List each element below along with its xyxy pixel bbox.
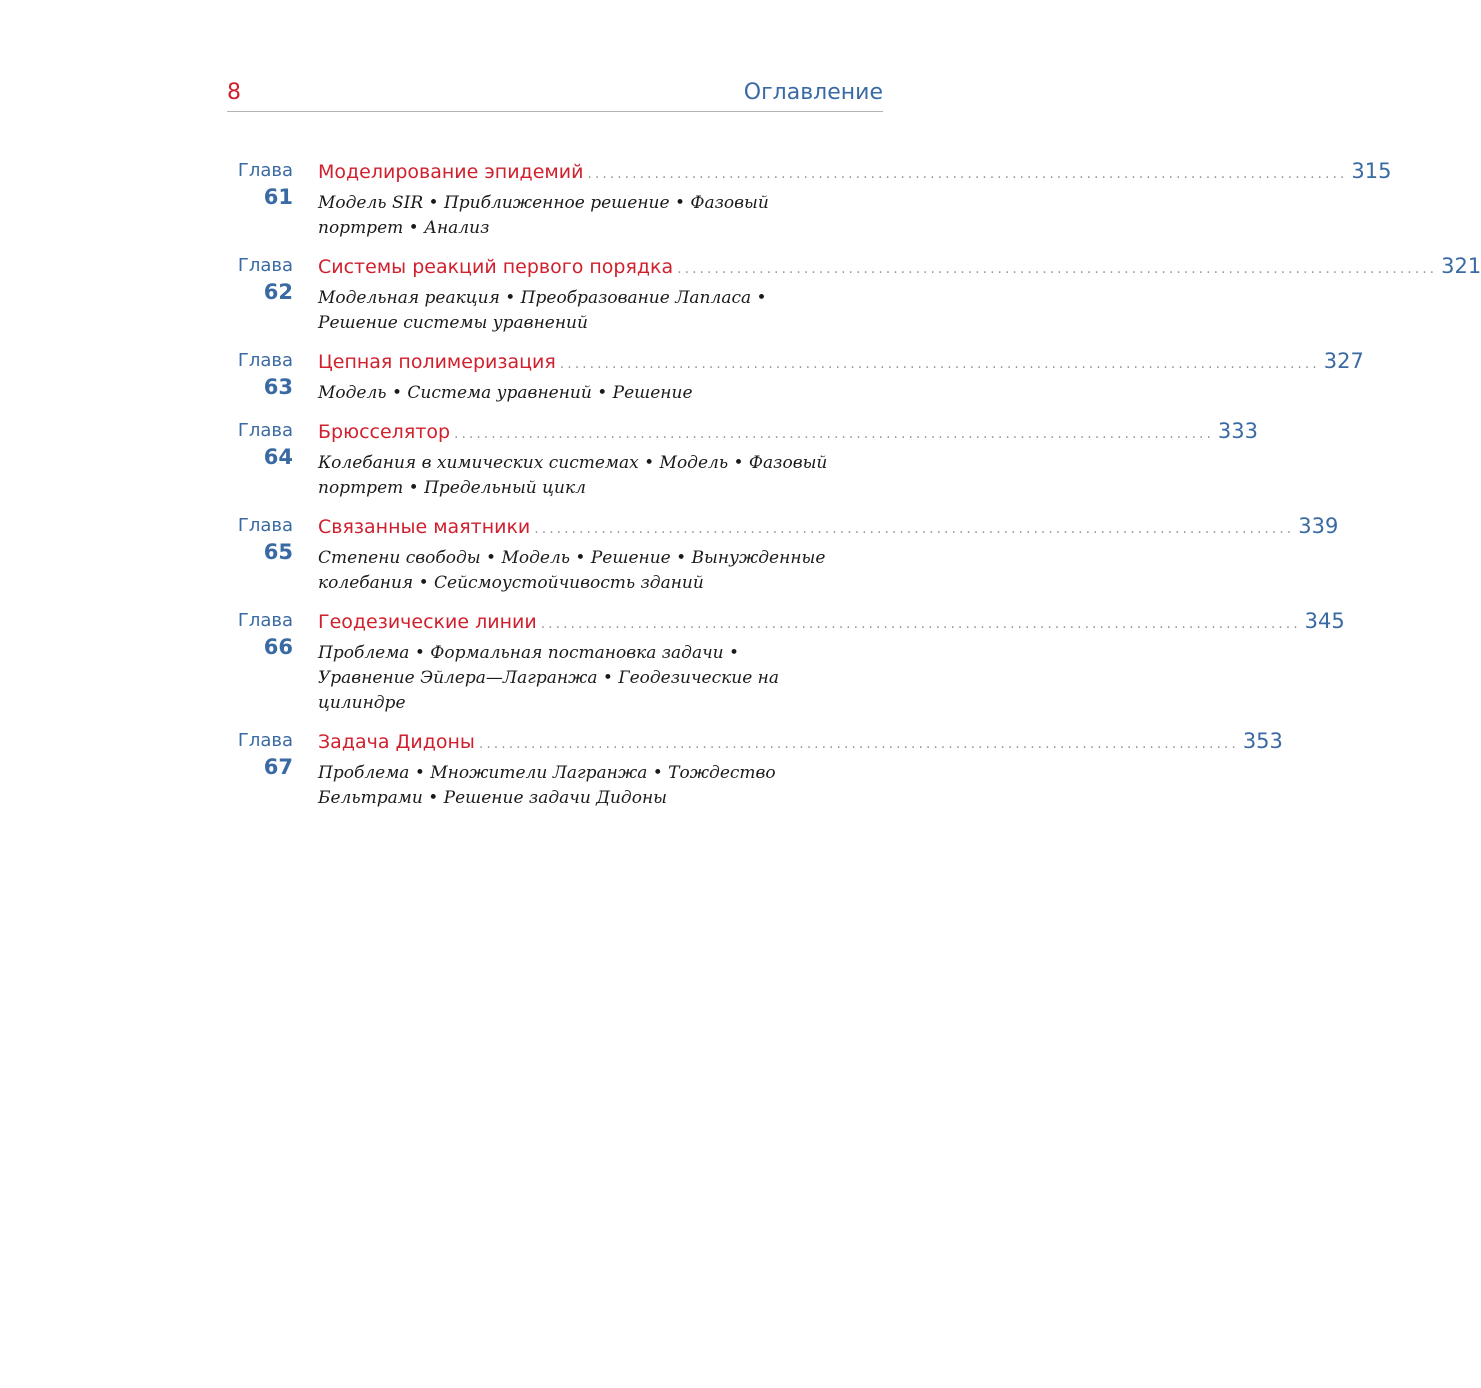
chapter-word: Глава (237, 610, 293, 631)
chapter-topics: Проблема • Множители Лагранжа • Тождество Бельтрами • Решение задачи Дидоны (318, 763, 776, 808)
dot-leader: ...................................................................................................... (478, 736, 1239, 752)
chapter-label (227, 348, 293, 406)
chapter-word: Глава (237, 515, 293, 536)
chapter-label (227, 253, 293, 336)
chapter-title[interactable]: Цепная полимеризация (318, 351, 556, 373)
chapter-title[interactable]: Связанные маятники (318, 516, 531, 538)
chapter-label (227, 158, 293, 241)
chapter-title-line[interactable] (318, 253, 1481, 282)
chapter-word: Глава (237, 160, 293, 181)
toc-entry (227, 513, 1339, 596)
table-of-contents (227, 158, 1481, 823)
chapter-word: Глава (237, 730, 293, 751)
chapter-word: Глава (237, 420, 293, 441)
chapter-word: Глава (237, 255, 293, 276)
chapter-topics: Проблема • Формальная постановка задачи • Уравнение Эйлера—Лагранжа • Геодезические на цилиндре (318, 643, 780, 713)
dot-leader: ...................................................................................................... (677, 261, 1438, 277)
chapter-number: 61 (263, 185, 293, 209)
chapter-topics: Колебания в химических системах • Модель • Фазовый портрет • Предельный цикл (318, 453, 828, 498)
chapter-page[interactable]: 321 (1441, 254, 1481, 278)
chapter-number: 62 (263, 280, 293, 304)
chapter-label (227, 513, 293, 596)
chapter-number: 64 (263, 445, 293, 469)
chapter-label (227, 608, 293, 716)
dot-leader: ...................................................................................................... (559, 356, 1320, 372)
chapter-number: 63 (263, 375, 293, 399)
chapter-title-line[interactable] (318, 513, 1338, 542)
chapter-title[interactable]: Геодезические линии (318, 611, 537, 633)
page-number: 8 (227, 80, 241, 105)
chapter-title-line[interactable] (318, 608, 1345, 637)
chapter-topics: Модельная реакция • Преобразование Лапласа • Решение системы уравнений (318, 288, 767, 333)
page-header (227, 80, 883, 112)
chapter-title[interactable]: Моделирование эпидемий (318, 161, 584, 183)
chapter-title-line[interactable] (318, 418, 1258, 447)
chapter-title[interactable]: Брюсселятор (318, 421, 450, 443)
toc-entry (227, 608, 1345, 716)
toc-entry (227, 253, 1481, 336)
chapter-page[interactable]: 333 (1217, 419, 1259, 443)
running-title: Оглавление (743, 80, 883, 105)
chapter-number: 67 (263, 755, 293, 779)
dot-leader: ...................................................................................................... (587, 166, 1348, 182)
toc-entry (227, 728, 1283, 811)
chapter-number: 66 (263, 635, 293, 659)
chapter-title[interactable]: Задача Дидоны (318, 731, 475, 753)
toc-entry (227, 348, 1364, 406)
chapter-title-line[interactable] (318, 728, 1283, 757)
chapter-page[interactable]: 327 (1323, 349, 1364, 373)
chapter-topics: Модель • Система уравнений • Решение (318, 383, 693, 403)
toc-entry (227, 418, 1259, 501)
chapter-title-line[interactable] (318, 158, 1391, 187)
toc-entry (227, 158, 1392, 241)
chapter-page[interactable]: 353 (1242, 729, 1283, 753)
chapter-page[interactable]: 339 (1298, 514, 1339, 538)
dot-leader: ...................................................................................................... (540, 616, 1301, 632)
chapter-number: 65 (263, 540, 293, 564)
chapter-label (227, 418, 293, 501)
chapter-title[interactable]: Системы реакций первого порядка (318, 256, 674, 278)
chapter-label (227, 728, 293, 811)
chapter-topics: Степени свободы • Модель • Решение • Вынужденные колебания • Сейсмоустойчивость зданий (318, 548, 826, 593)
dot-leader: ...................................................................................................... (534, 521, 1295, 537)
chapter-page[interactable]: 315 (1351, 159, 1392, 183)
chapter-topics: Модель SIR • Приближенное решение • Фазовый портрет • Анализ (318, 193, 769, 238)
chapter-word: Глава (237, 350, 293, 371)
chapter-page[interactable]: 345 (1304, 609, 1345, 633)
dot-leader: ...................................................................................................... (454, 426, 1214, 442)
chapter-title-line[interactable] (318, 348, 1364, 377)
